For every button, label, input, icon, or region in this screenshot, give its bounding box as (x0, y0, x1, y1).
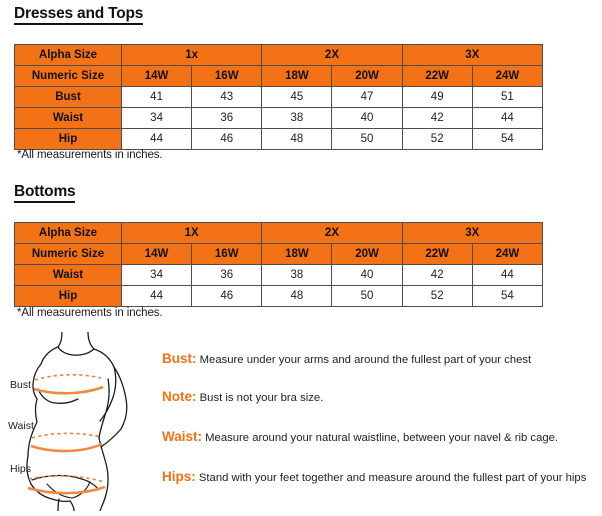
cell-bust-24w: 51 (472, 87, 542, 108)
numeric-size-18w: 18W (262, 66, 332, 87)
guide-text-note: Bust is not your bra size. (196, 392, 324, 404)
footnote-dresses-measurements: *All measurements in inches. (17, 149, 163, 161)
numeric-size-16w: 16W (192, 244, 262, 265)
table-row-bust (15, 87, 543, 108)
cell-bust-20w: 47 (332, 87, 402, 108)
alpha-size-1x: 1X (122, 223, 262, 244)
numeric-size-18w: 18W (262, 244, 332, 265)
figure-label-hips: Hips (10, 463, 32, 475)
guide-term-note: Note: (162, 389, 197, 404)
page-title-dresses-and-tops: Dresses and Tops (14, 6, 143, 25)
row-label-hip: Hip (15, 129, 122, 150)
cell-waist-14w: 34 (122, 265, 192, 286)
header-alpha-size: Alpha Size (15, 223, 122, 244)
guide-item-waist (162, 428, 598, 446)
cell-hip-20w: 50 (332, 129, 402, 150)
guide-text-bust: Measure under your arms and around the fullest part of your chest (196, 354, 532, 366)
cell-hip-22w: 52 (402, 129, 472, 150)
table-row-alpha-size (15, 223, 543, 244)
cell-waist-16w: 36 (192, 108, 262, 129)
table-row-waist (15, 265, 543, 286)
cell-hip-14w: 44 (122, 129, 192, 150)
cell-bust-14w: 41 (122, 87, 192, 108)
guide-item-hips (162, 468, 598, 486)
cell-hip-24w: 54 (472, 286, 542, 307)
numeric-size-24w: 24W (472, 66, 542, 87)
figure-label-waist: Waist (8, 420, 34, 432)
header-alpha-size: Alpha Size (15, 45, 122, 66)
table-row-hip (15, 286, 543, 307)
size-chart-table-bottoms (14, 222, 543, 307)
guide-text-waist: Measure around your natural waistline, between your navel & rib cage. (202, 432, 559, 444)
cell-waist-20w: 40 (332, 265, 402, 286)
table-row-hip (15, 129, 543, 150)
guide-term-bust: Bust: (162, 351, 197, 366)
size-chart-table-dresses-and-tops (14, 44, 543, 150)
alpha-size-2x: 2X (262, 45, 402, 66)
guide-item-bust (162, 350, 598, 368)
cell-hip-22w: 52 (402, 286, 472, 307)
cell-waist-22w: 42 (402, 265, 472, 286)
row-label-waist: Waist (15, 265, 122, 286)
table-row-numeric-size (15, 244, 543, 265)
alpha-size-3x: 3X (402, 223, 542, 244)
cell-waist-18w: 38 (262, 108, 332, 129)
guide-term-hips: Hips: (162, 469, 196, 484)
cell-hip-16w: 46 (192, 286, 262, 307)
numeric-size-20w: 20W (332, 66, 402, 87)
numeric-size-16w: 16W (192, 66, 262, 87)
cell-hip-24w: 54 (472, 129, 542, 150)
table-row-numeric-size (15, 66, 543, 87)
row-label-waist: Waist (15, 108, 122, 129)
alpha-size-1x: 1x (122, 45, 262, 66)
numeric-size-22w: 22W (402, 66, 472, 87)
bust-measure-band (34, 375, 103, 393)
cell-waist-14w: 34 (122, 108, 192, 129)
numeric-size-22w: 22W (402, 244, 472, 265)
footnote-bottoms-measurements: *All measurements in inches. (17, 307, 163, 319)
page-title-bottoms: Bottoms (14, 184, 75, 203)
cell-waist-22w: 42 (402, 108, 472, 129)
cell-hip-16w: 46 (192, 129, 262, 150)
table-row-alpha-size (15, 45, 543, 66)
cell-waist-24w: 44 (472, 108, 542, 129)
row-label-bust: Bust (15, 87, 122, 108)
cell-waist-24w: 44 (472, 265, 542, 286)
numeric-size-14w: 14W (122, 244, 192, 265)
row-label-hip: Hip (15, 286, 122, 307)
guide-text-hips: Stand with your feet together and measure around the fullest part of your hips (195, 472, 587, 484)
cell-hip-18w: 48 (262, 286, 332, 307)
guide-term-waist: Waist: (162, 429, 202, 444)
header-numeric-size: Numeric Size (15, 66, 122, 87)
cell-hip-14w: 44 (122, 286, 192, 307)
cell-bust-16w: 43 (192, 87, 262, 108)
cell-bust-22w: 49 (402, 87, 472, 108)
numeric-size-20w: 20W (332, 244, 402, 265)
numeric-size-14w: 14W (122, 66, 192, 87)
figure-label-bust: Bust (10, 379, 32, 391)
cell-bust-18w: 45 (262, 87, 332, 108)
alpha-size-2x: 2X (262, 223, 402, 244)
cell-waist-16w: 36 (192, 265, 262, 286)
alpha-size-3x: 3X (402, 45, 542, 66)
cell-hip-18w: 48 (262, 129, 332, 150)
numeric-size-24w: 24W (472, 244, 542, 265)
guide-item-note (162, 388, 598, 406)
header-numeric-size: Numeric Size (15, 244, 122, 265)
cell-waist-18w: 38 (262, 265, 332, 286)
cell-waist-20w: 40 (332, 108, 402, 129)
table-row-waist (15, 108, 543, 129)
waist-measure-band (31, 433, 102, 451)
cell-hip-20w: 50 (332, 286, 402, 307)
